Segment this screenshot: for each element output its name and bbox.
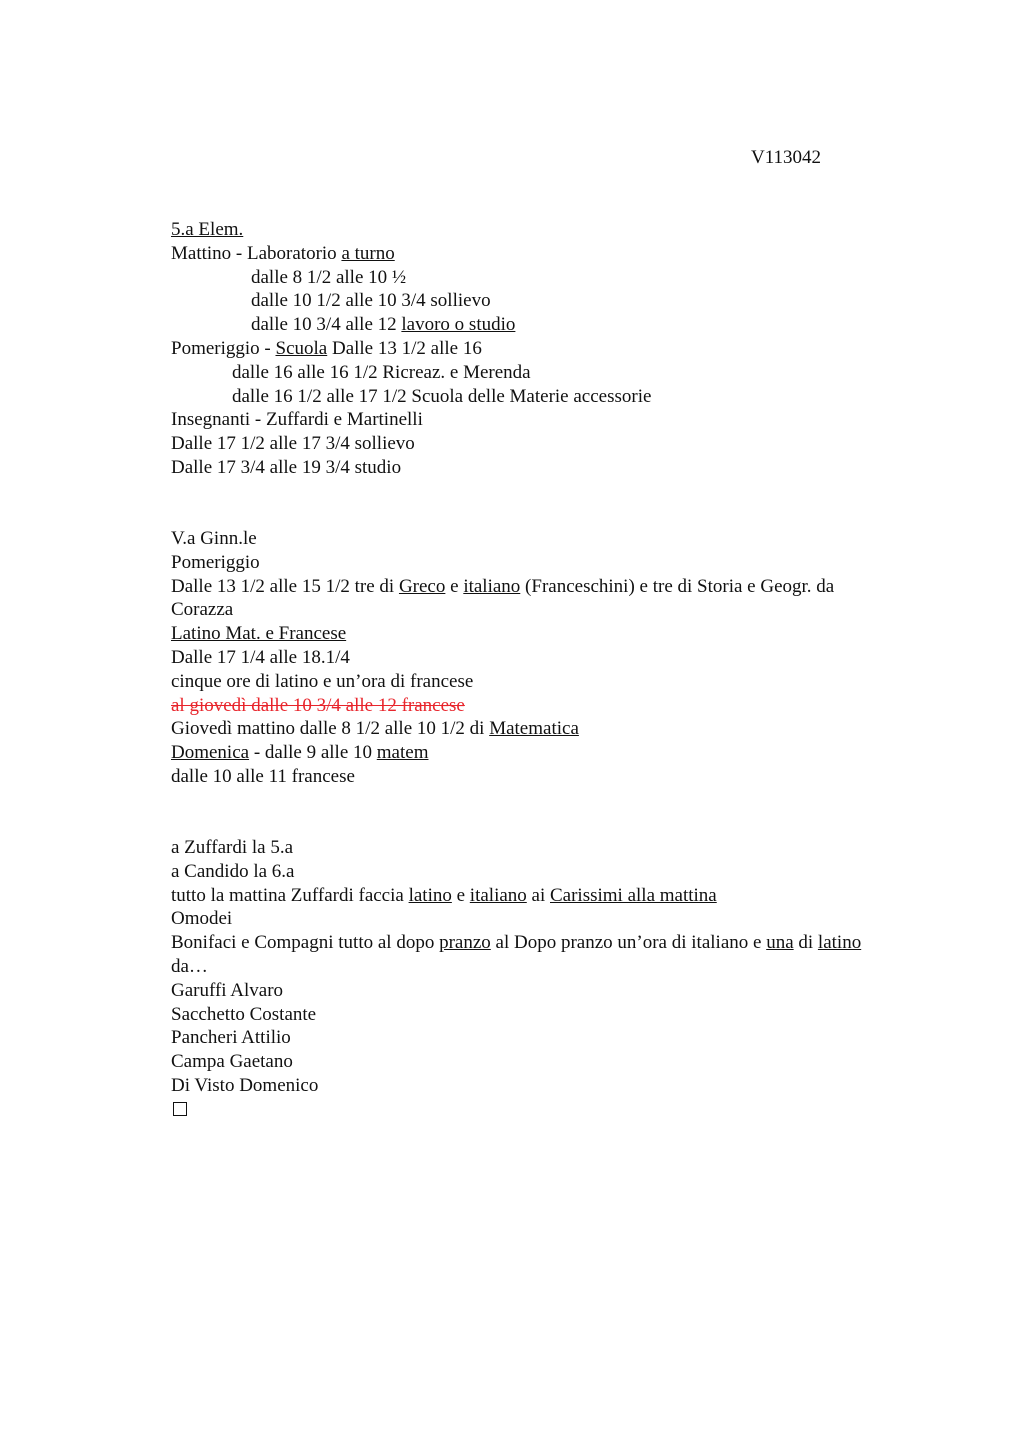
checkbox-icon[interactable] bbox=[173, 1102, 187, 1116]
underlined-text: Scuola bbox=[275, 337, 328, 359]
line-text: Dalle 13 1/2 alle 15 1/2 tre di bbox=[171, 575, 399, 597]
struck-out-text: al giovedì dalle 10 3/4 alle 12 francese bbox=[171, 694, 465, 716]
underlined-text: Carissimi alla mattina bbox=[550, 884, 717, 906]
assignment-line: a Candido la 6.a bbox=[171, 860, 295, 882]
schedule-line: Dalle 17 1/4 alle 18.1/4 bbox=[171, 646, 350, 668]
schedule-line bbox=[171, 694, 941, 718]
underlined-text: matem bbox=[376, 742, 429, 764]
schedule-line bbox=[171, 575, 941, 599]
line-text: dalle 10 3/4 alle 12 bbox=[251, 314, 402, 336]
schedule-line: Insegnanti - Zuffardi e Martinelli bbox=[171, 409, 423, 431]
line-text: - dalle 9 alle 10 bbox=[249, 742, 377, 764]
schedule-line bbox=[171, 741, 941, 765]
schedule-line: Dalle 17 1/2 alle 17 3/4 sollievo bbox=[171, 433, 415, 455]
assignment-line: da… bbox=[171, 955, 208, 977]
section-assignments bbox=[171, 836, 941, 1122]
line-text: Dalle 13 1/2 alle 16 bbox=[327, 337, 482, 359]
underlined-text: latino bbox=[817, 932, 862, 954]
underlined-text: Greco bbox=[398, 575, 446, 597]
line-text: Pomeriggio - bbox=[171, 337, 276, 359]
student-name: Garuffi Alvaro bbox=[171, 979, 284, 1001]
assignment-line bbox=[171, 931, 941, 955]
document-id: V113042 bbox=[751, 147, 822, 168]
schedule-line bbox=[171, 717, 941, 741]
line-text: (Franceschini) e tre di Storia e Geogr. da bbox=[520, 575, 835, 597]
schedule-line: dalle 16 1/2 alle 17 1/2 Scuola delle Materie accessorie bbox=[232, 385, 652, 407]
line-text: Giovedì mattino dalle 8 1/2 alle 10 1/2 di bbox=[171, 718, 490, 740]
line-text: e bbox=[445, 575, 464, 597]
student-name: Di Visto Domenico bbox=[171, 1074, 319, 1096]
schedule-line bbox=[171, 242, 941, 266]
underlined-text: italiano bbox=[469, 884, 527, 906]
underlined-text: italiano bbox=[463, 575, 521, 597]
line-text: ai bbox=[526, 884, 550, 906]
underlined-text: Domenica bbox=[171, 742, 250, 764]
schedule-line bbox=[171, 313, 941, 337]
line-text: Mattino - Laboratorio bbox=[171, 242, 342, 264]
underlined-text: una bbox=[766, 932, 794, 954]
student-name: Pancheri Attilio bbox=[171, 1027, 291, 1049]
underlined-text: a turno bbox=[341, 242, 395, 264]
section-heading: V.a Ginn.le bbox=[171, 528, 257, 549]
underlined-line: Latino Mat. e Francese bbox=[171, 623, 347, 645]
underlined-text: Matematica bbox=[489, 718, 579, 740]
line-text: tutto la mattina Zuffardi faccia bbox=[171, 884, 409, 906]
section-ginnasio-schedule bbox=[171, 527, 941, 789]
student-name: Campa Gaetano bbox=[171, 1051, 293, 1073]
line-text: al Dopo pranzo un’ora di italiano e bbox=[490, 932, 767, 954]
schedule-line: dalle 10 1/2 alle 10 3/4 sollievo bbox=[251, 290, 491, 312]
section-elementary-schedule bbox=[171, 218, 941, 480]
line-text: e bbox=[451, 884, 470, 906]
line-text: Bonifaci e Compagni tutto al dopo bbox=[171, 932, 440, 954]
schedule-line: Corazza bbox=[171, 599, 234, 621]
underlined-text: latino bbox=[408, 884, 452, 906]
student-name: Sacchetto Costante bbox=[171, 1003, 317, 1025]
schedule-line: cinque ore di latino e un’ora di francese bbox=[171, 670, 474, 692]
schedule-line: Dalle 17 3/4 alle 19 3/4 studio bbox=[171, 456, 402, 478]
assignment-line bbox=[171, 884, 941, 908]
schedule-line: dalle 8 1/2 alle 10 ½ bbox=[251, 266, 407, 288]
schedule-line: dalle 16 alle 16 1/2 Ricreaz. e Merenda bbox=[232, 361, 531, 383]
underlined-text: lavoro o studio bbox=[401, 314, 516, 336]
underlined-text: pranzo bbox=[439, 932, 491, 954]
checkbox-line bbox=[171, 1098, 941, 1122]
section-heading: 5.a Elem. bbox=[171, 219, 244, 240]
schedule-line: dalle 10 alle 11 francese bbox=[171, 765, 355, 787]
line-text: di bbox=[793, 932, 818, 954]
assignment-line: a Zuffardi la 5.a bbox=[171, 837, 294, 858]
schedule-line bbox=[171, 337, 941, 361]
assignment-line: Omodei bbox=[171, 908, 233, 930]
schedule-line: Pomeriggio bbox=[171, 551, 260, 573]
